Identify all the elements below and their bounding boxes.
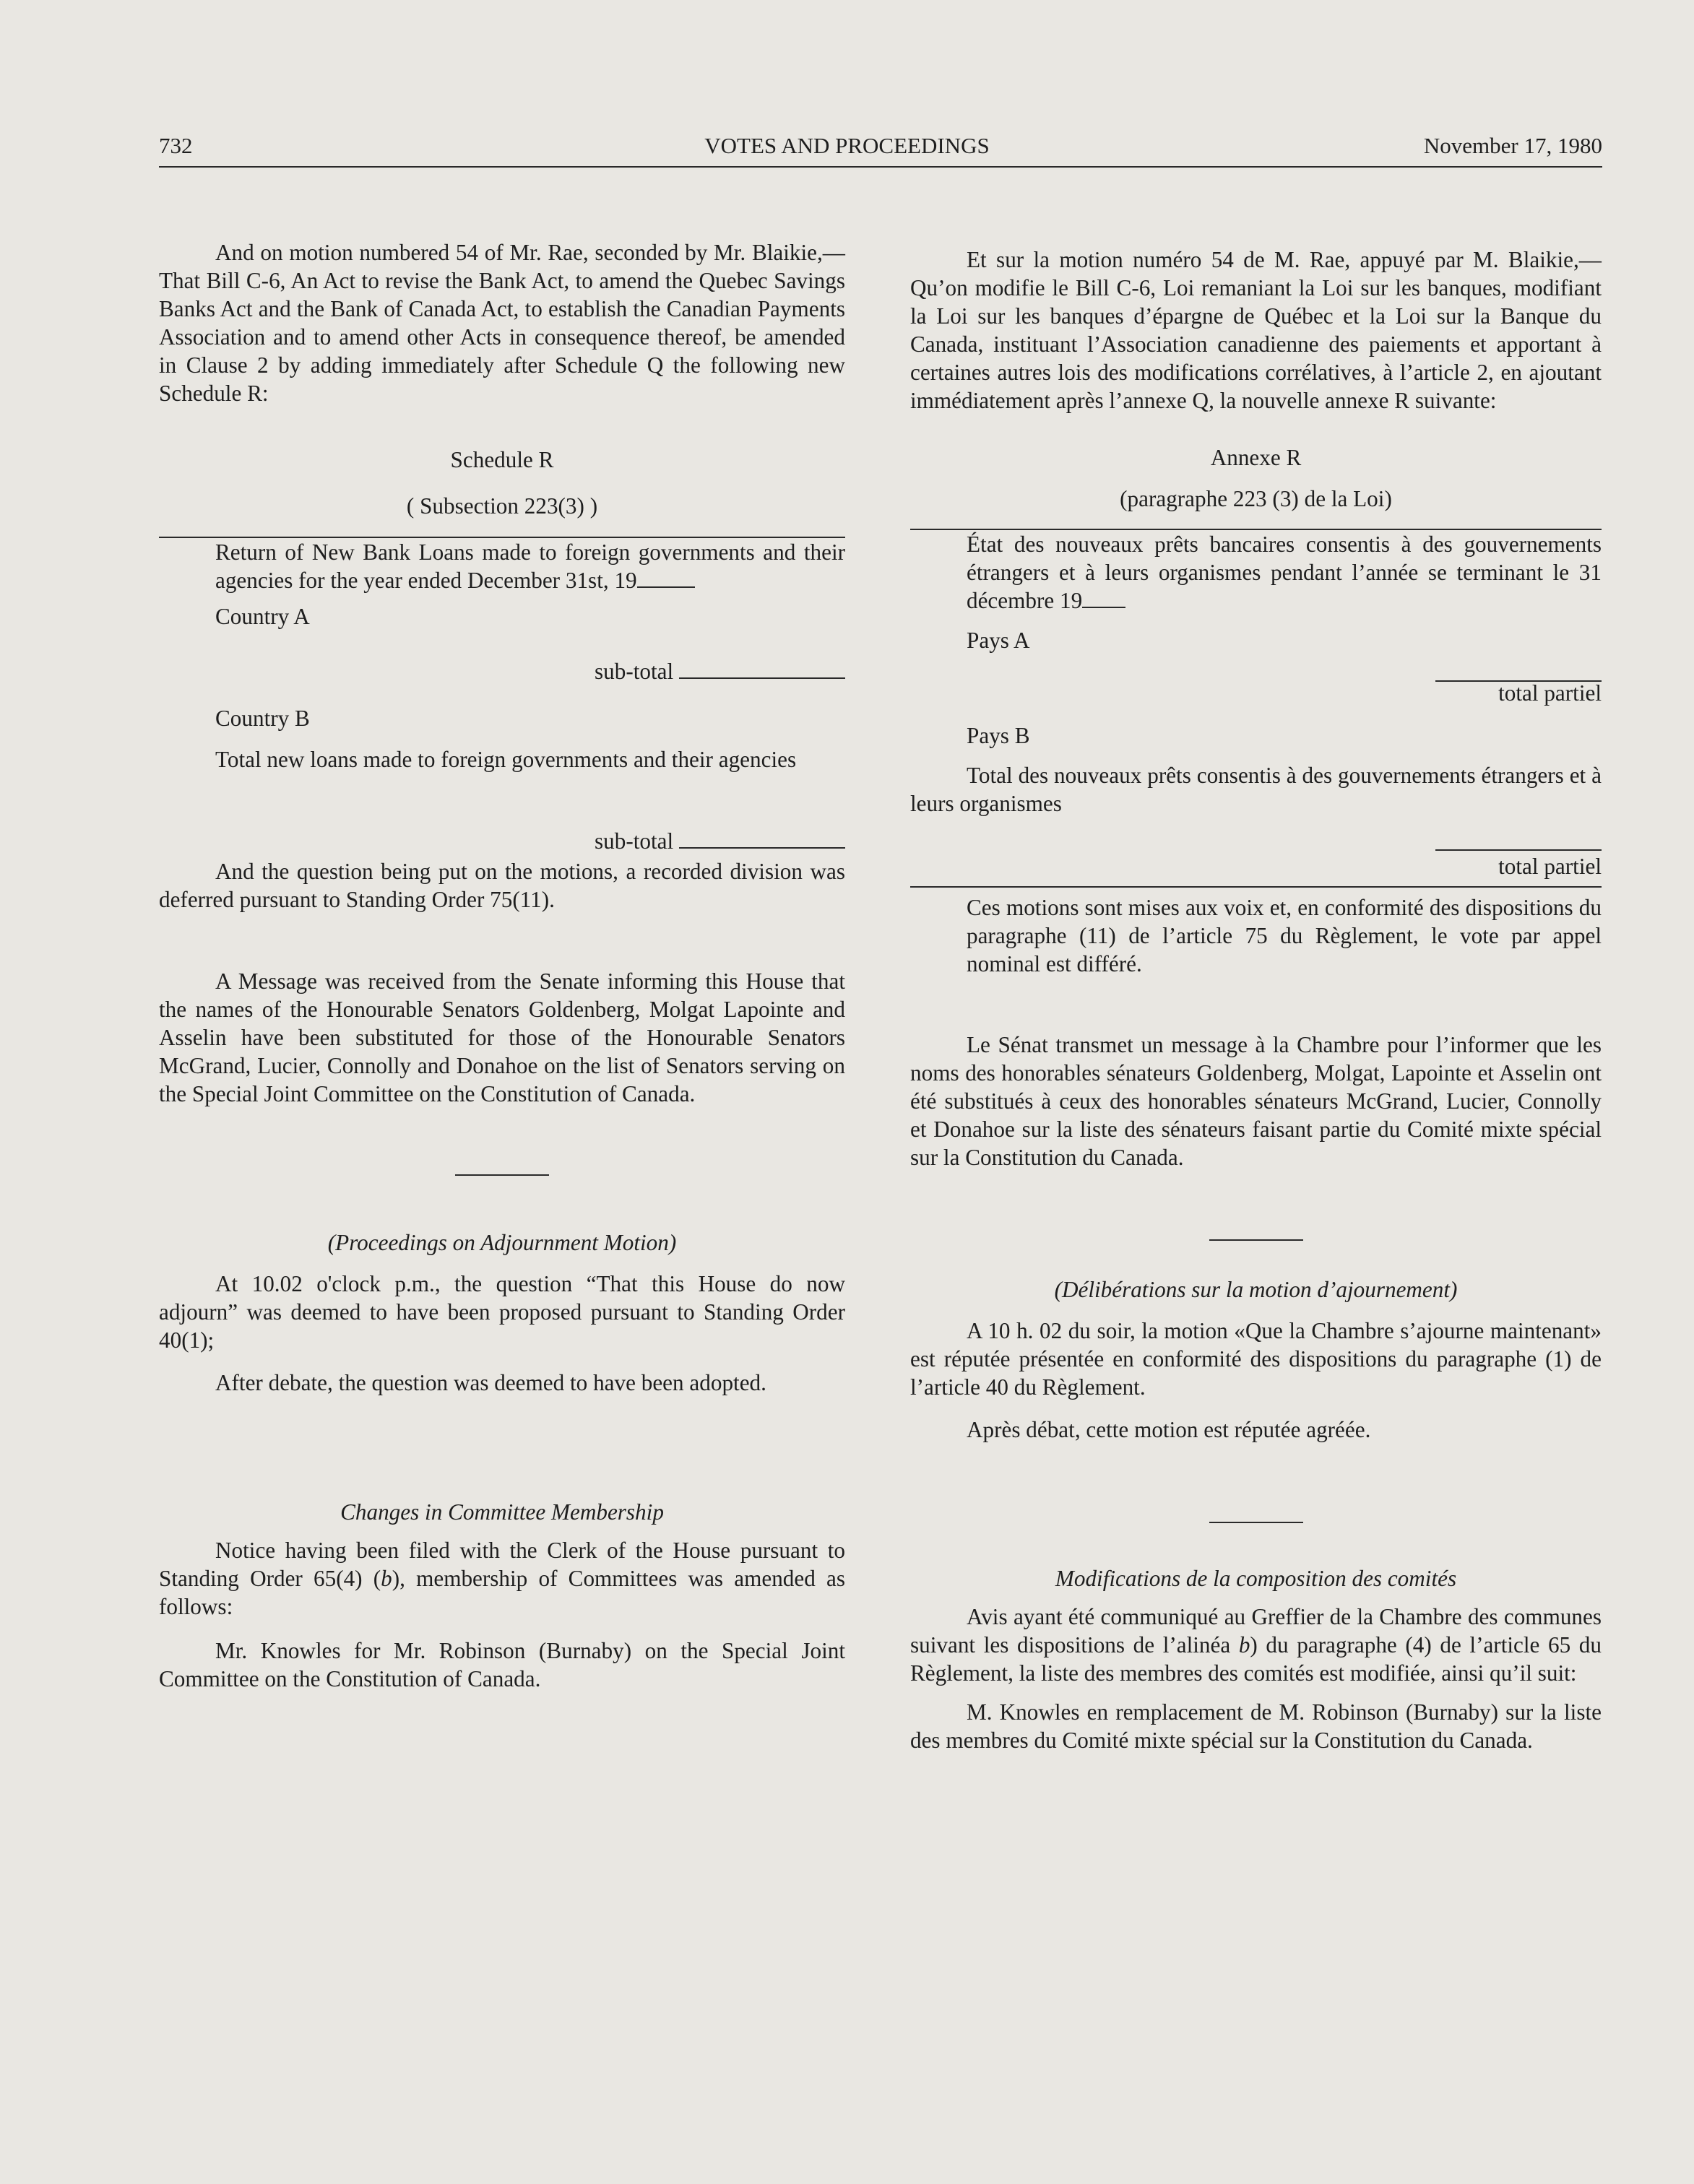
year-blank [637,586,695,588]
page-number: 732 [159,133,193,158]
country-a: Pays A [967,628,1030,653]
subtotal-blank [679,847,845,849]
return-text: Return of New Bank Loans made to foreign governments and their agencies for the year ended December 31st, [215,540,845,593]
header-date: November 17, 1980 [1423,133,1602,158]
deferred-paragraph: And the question being put on the motions, a recorded division was deferred pursuant to Standing Order 75(11). [159,859,845,912]
notice-text: ) du paragraphe (4) de l’article 65 du Règlement, la liste des membres des comités est modifiée, ainsi qu’il suit: [910,1632,1602,1686]
return-text: État des nouveaux prêts bancaires consentis à des gouvernements étrangers et à leurs organismes pendant l’année se terminant le 31 décembre 19 [967,532,1602,613]
subtotal-blank [679,677,845,679]
changes-heading: Changes in Committee Membership [340,1499,664,1525]
adjournment-heading: (Délibérations sur la motion d’ajournement) [1054,1277,1458,1302]
notice-paragraph [159,1536,845,1621]
notice-paragraph [910,1603,1602,1687]
deferred-paragraph: Ces motions sont mises aux voix et, en conformité des dispositions du paragraphe (11) de l’article 75 du Règlement, le vote par appel nominal est différé. [910,886,1602,978]
year-blank [1082,607,1125,608]
subtotal-line [159,827,845,855]
separator-rule [455,1174,549,1176]
adjournment-paragraph: A 10 h. 02 du soir, la motion «Que la Chambre s’ajourne maintenant» est réputée présentée en conformité des dispositions du paragraphe (1) de l’article 40 du Règlement. [910,1318,1602,1400]
changes-heading: Modifications de la composition des comités [1055,1566,1457,1591]
after-debate: After debate, the question was deemed to have been adopted. [215,1370,766,1395]
senate-message: Le Sénat transmet un message à la Chambre pour l’informer que les noms des honorables sénateurs Goldenberg, Molgat, Lapointe et Asselin ont été substitués à ceux des honorables sénateurs McGrand, Lucier, Connolly et Donahoe sur la liste des sénateurs faisant partie du Comité mixte spécial sur la Constitution du Canada. [910,1032,1602,1170]
knowles-paragraph: M. Knowles en remplacement de M. Robinson (Burnaby) sur la liste des membres du Comité mixte spécial sur la Constitution du Canada. [910,1699,1602,1753]
subtotal-label: total partiel [1498,854,1602,879]
separator-rule [1209,1522,1303,1523]
subtotal-rule [1435,849,1602,851]
year-prefix: 19 [614,568,637,593]
notice-text: Notice having been filed with the Clerk of the House pursuant to Standing Order 65(4) ( [159,1538,845,1591]
motion-paragraph: And on motion numbered 54 of Mr. Rae, seconded by Mr. Blaikie,—That Bill C-6, An Act to revise the Bank Act, to amend the Quebec Savings Banks Act and the Bank of Canada Act, to establish the Canadian Payments Association and to amend other Acts in consequence thereof, be amended in Clause 2 by adding immediately after Schedule Q the following new Schedule R: [159,240,845,406]
notice-text: ), membership of Committees was amended as follows: [159,1566,845,1619]
subtotal-label: total partiel [1498,680,1602,706]
subtotal-label: sub-total [595,828,674,854]
english-column [159,238,845,1693]
adjournment-paragraph: At 10.02 o'clock p.m., the question “That this House do now adjourn” was deemed to have been proposed pursuant to Standing Order 40(1); [159,1271,845,1353]
subtotal-line [159,657,845,685]
subtotal-label: sub-total [595,659,674,684]
after-debate: Après débat, cette motion est réputée agréée. [967,1417,1371,1442]
motion-paragraph: Et sur la motion numéro 54 de M. Rae, appuyé par M. Blaikie,—Qu’on modifie le Bill C-6, Loi remaniant la Loi sur les banques, modifiant la Loi sur les banques d’épargne de Québec et la Loi sur la Banque du Canada, instituant l’Association canadienne des paiements et apportant à certaines autres lois des modifications corrélatives, à l’article 2, en ajoutant immédiatement après l’annexe Q, la nouvelle annexe R suivante: [910,247,1602,413]
schedule-subsection: ( Subsection 223(3) ) [406,493,598,519]
schedule-title: Annexe R [1210,445,1302,470]
schedule-title: Schedule R [450,447,554,472]
notice-text: Avis ayant été communiqué au Greffier de la Chambre des communes suivant les dispositions de l’alinéa [910,1604,1602,1658]
return-heading [159,537,845,594]
header-rule [159,166,1602,168]
total-loans: Total new loans made to foreign governments and their agencies [215,747,797,772]
senate-message: A Message was received from the Senate informing this House that the names of the Honourable Senators Goldenberg, Molgat Lapointe and Asselin have been substituted for those of the Honourable Senators McGrand, Lucier, Connolly and Donahoe on the list of Senators serving on the Special Joint Committee on the Constitution of Canada. [159,968,845,1106]
knowles-paragraph: Mr. Knowles for Mr. Robinson (Burnaby) on the Special Joint Committee on the Constitution of Canada. [159,1638,845,1691]
notice-italic: b [381,1566,392,1591]
country-b: Pays B [967,723,1030,748]
adjournment-heading: (Proceedings on Adjournment Motion) [327,1230,677,1255]
notice-italic: b [1238,1632,1250,1658]
country-b: Country B [215,706,310,731]
french-column [910,246,1602,1754]
schedule-subsection: (paragraphe 223 (3) de la Loi) [1120,486,1392,511]
return-heading [910,529,1602,615]
header-title: VOTES AND PROCEEDINGS [704,133,990,158]
total-loans: Total des nouveaux prêts consentis à des gouvernements étrangers et à leurs organismes [910,763,1602,816]
separator-rule [1209,1239,1303,1241]
country-a: Country A [215,604,310,629]
